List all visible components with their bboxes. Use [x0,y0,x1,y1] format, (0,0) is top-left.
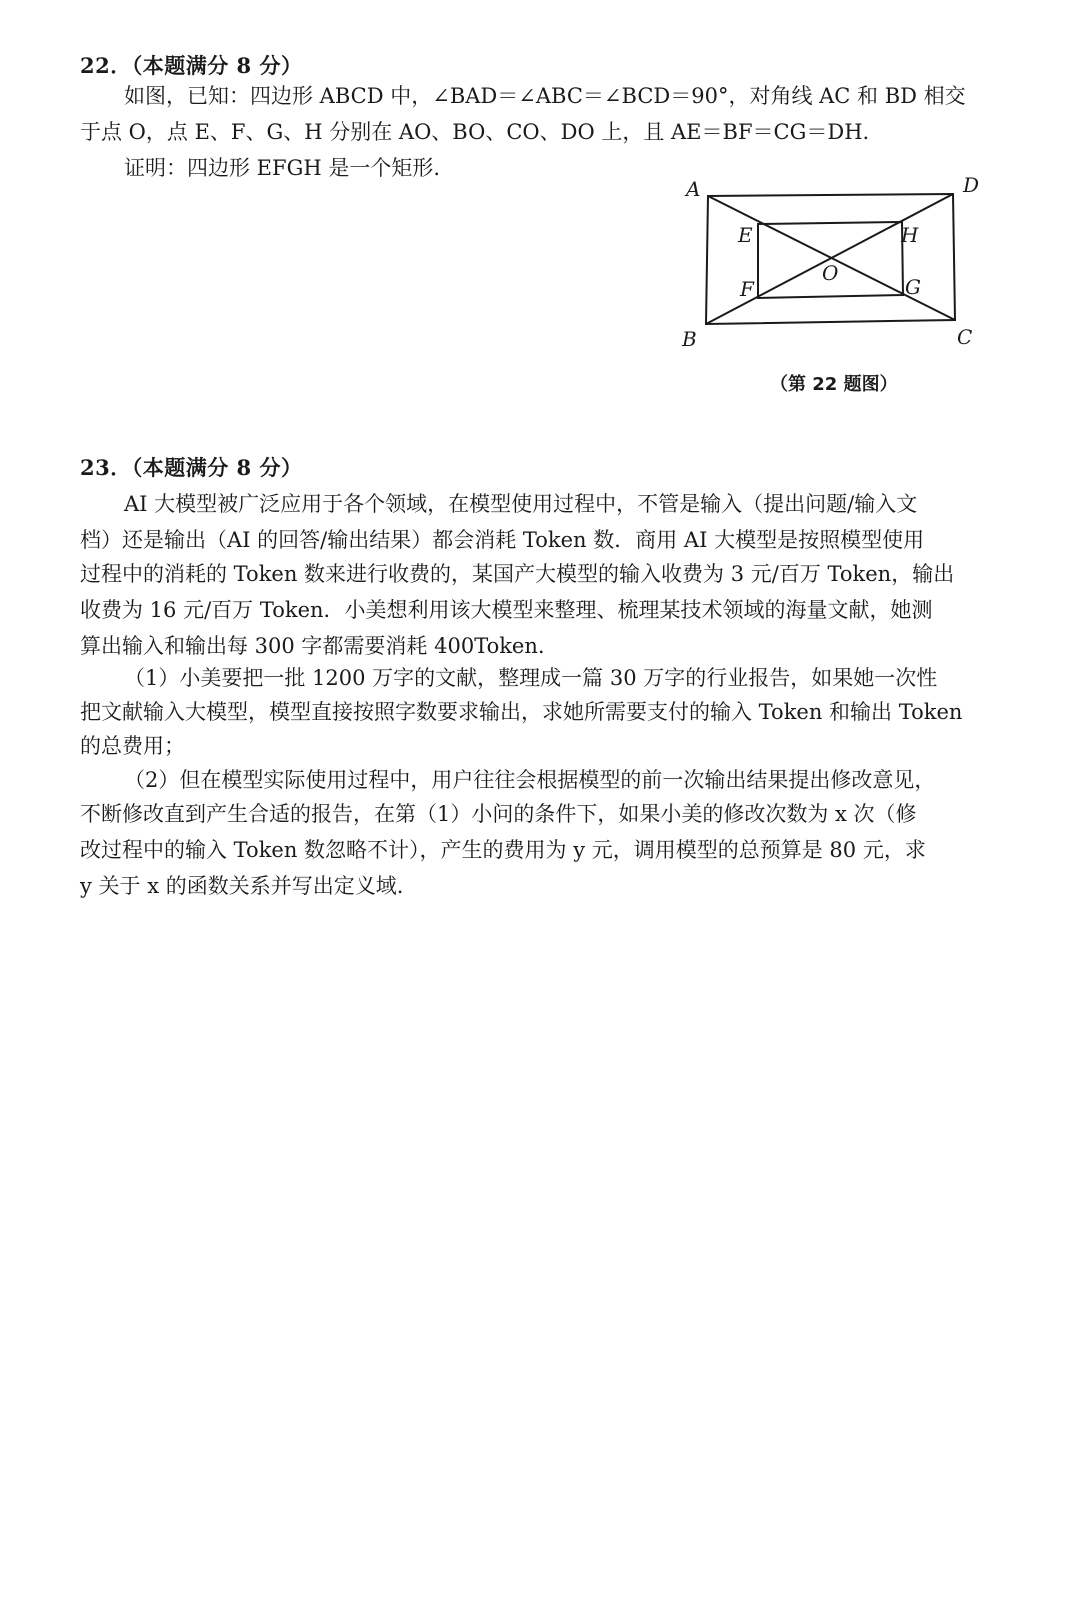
q23-line-12: y 关于 x 的函数关系并写出定义域. [80,874,404,898]
label-g: G [905,275,921,299]
label-f: F [740,277,754,301]
q23-heading: 23．（本题满分 8 分） [80,455,303,480]
q22-figure [670,168,1000,368]
label-o: O [822,261,839,285]
q23-line-9: （2）但在模型实际使用过程中，用户往往会根据模型的前一次输出结果提出修改意见， [124,768,936,792]
label-c: C [957,325,973,349]
q23-line-2: 档）还是输出（AI 的回答/输出结果）都会消耗 Token 数．商用 AI 大模型是按照模型使用 [80,528,925,552]
q22-line-1: 如图，已知：四边形 ABCD 中，∠BAD＝∠ABC＝∠BCD＝90°，对角线 AC 和 BD 相交 [124,84,966,108]
inner-rect-efgh [758,222,903,298]
label-d: D [963,173,980,197]
rectangle-diagram [670,168,1000,368]
q23-line-11: 改过程中的输入 Token 数忽略不计），产生的费用为 y 元，调用模型的总预算是 80 元，求 [80,838,926,862]
label-e: E [738,223,753,247]
q23-line-6: （1）小美要把一批 1200 万字的文献，整理成一篇 30 万字的行业报告，如果她一次性 [124,666,938,690]
q22-line-3: 证明：四边形 EFGH 是一个矩形. [124,156,441,180]
q23-line-7: 把文献输入大模型，模型直接按照字数要求输出，求她所需要支付的输入 Token 和输出 Token [80,700,963,724]
q23-line-10: 不断修改直到产生合适的报告，在第（1）小问的条件下，如果小美的修改次数为 x 次（修 [80,802,917,826]
q23-line-3: 过程中的消耗的 Token 数来进行收费的，某国产大模型的输入收费为 3 元/百万 Token，输出 [80,562,955,586]
label-h: H [901,223,919,247]
q23-line-5: 算出输入和输出每 300 字都需要消耗 400Token. [80,634,545,658]
q23-line-8: 的总费用； [80,734,185,758]
label-a: A [686,177,701,201]
q23-line-1: AI 大模型被广泛应用于各个领域，在模型使用过程中，不管是输入（提出问题/输入文 [124,492,918,516]
q22-heading: 22．（本题满分 8 分） [80,53,303,78]
label-b: B [682,327,697,351]
q22-figure-caption: （第 22 题图） [770,374,898,395]
q23-line-4: 收费为 16 元/百万 Token．小美想利用该大模型来整理、梳理某技术领域的海量文献，她测 [80,598,933,622]
q22-line-2: 于点 O，点 E、F、G、H 分别在 AO、BO、CO、DO 上，且 AE＝BF＝CG＝DH. [80,120,870,144]
